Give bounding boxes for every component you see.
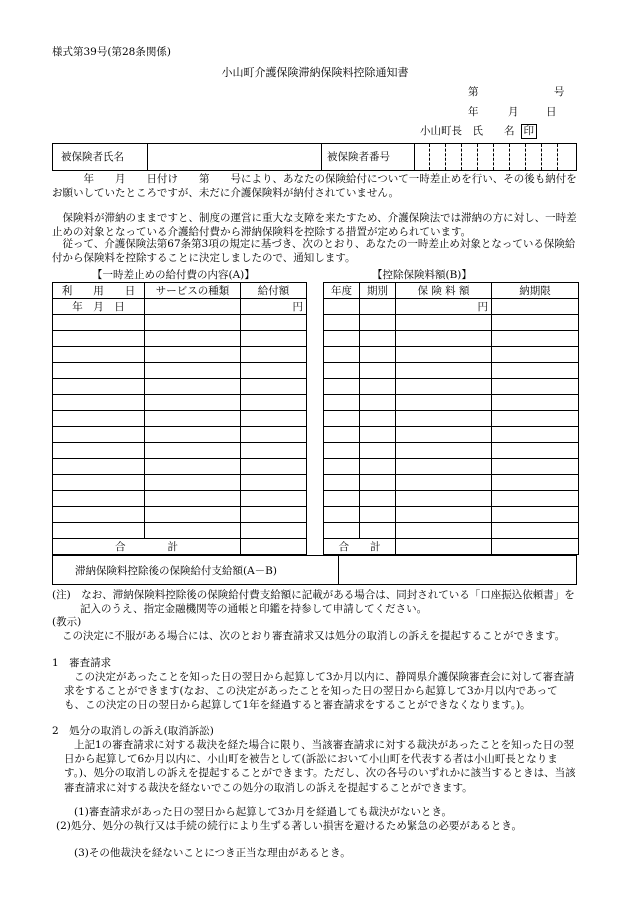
- table-cell[interactable]: [360, 379, 396, 395]
- table-cell[interactable]: [241, 427, 307, 443]
- table-cell[interactable]: [53, 331, 145, 347]
- total-amount[interactable]: [241, 539, 307, 555]
- document-number: [468, 85, 564, 99]
- table-cell[interactable]: [145, 443, 241, 459]
- table-cell[interactable]: [492, 459, 579, 475]
- net-payment-box: [52, 555, 577, 585]
- table-cell[interactable]: [324, 523, 360, 539]
- table-cell[interactable]: [360, 459, 396, 475]
- table-cell[interactable]: [324, 363, 360, 379]
- note-remark: (注) なお、滞納保険料控除後の保険給付費支給額に記載がある場合は、同封されている「口座振込依頼書」を記入のうえ、指定金融機関等の通帳と印鑑を持参して申請してください。: [52, 589, 575, 616]
- table-cell[interactable]: [145, 491, 241, 507]
- insured-name-field[interactable]: [149, 144, 321, 170]
- table-cell[interactable]: [360, 347, 396, 363]
- table-cell[interactable]: [360, 331, 396, 347]
- table-row: [324, 443, 579, 459]
- table-cell[interactable]: [53, 363, 145, 379]
- table-cell[interactable]: [145, 379, 241, 395]
- revocation-suit-text: 上記1の審査請求に対する裁決を経た場合に限り、当該審査請求に対する裁決があったことを知った日の翌日から起算して6か月以内に、小山町を被告として(訴訟において小山町を代表する者は小山町長となります。)、処分の取消しの訴えを提起することができます。ただし、次の各号のいずれかに該当するときは、当該審査請求に対する裁決を経ないでこの処分の取消しの訴えを提起することができます。: [64, 739, 576, 794]
- table-row: [324, 315, 579, 331]
- table-cell[interactable]: [241, 379, 307, 395]
- insured-name-label: 被保険者氏名: [61, 151, 124, 163]
- table-cell[interactable]: [492, 315, 579, 331]
- table-cell[interactable]: [396, 475, 492, 491]
- table-row: [324, 363, 579, 379]
- amount-unit: 円: [241, 299, 307, 315]
- table-cell[interactable]: [396, 379, 492, 395]
- table-cell[interactable]: [396, 347, 492, 363]
- table-cell[interactable]: [492, 523, 579, 539]
- total-premium[interactable]: [396, 539, 492, 555]
- table-cell[interactable]: [53, 443, 145, 459]
- table-cell[interactable]: [241, 395, 307, 411]
- total-label: 合 計: [53, 539, 241, 555]
- table-row: [324, 331, 579, 347]
- review-request-text: この決定があったことを知った日の翌日から起算して3か月以内に、静岡県介護保険審査会に対して審査請求をすることができます(なお、この決定があったことを知った日の翌日から起算して3か月以内であっても、この決定の日の翌日から起算して1年を経過すると審査請求をすることができなくなります。)。: [64, 671, 575, 712]
- table-cell[interactable]: [53, 347, 145, 363]
- table-cell[interactable]: [241, 411, 307, 427]
- table-cell[interactable]: [53, 459, 145, 475]
- seal-mark: 印: [521, 124, 538, 139]
- date-day: 日: [546, 106, 557, 118]
- col-due-date: 納期限: [492, 283, 579, 299]
- table-cell[interactable]: [145, 523, 241, 539]
- table-cell[interactable]: [145, 475, 241, 491]
- table-cell[interactable]: [324, 411, 360, 427]
- table-cell[interactable]: [492, 427, 579, 443]
- table-cell[interactable]: [492, 475, 579, 491]
- table-row: [53, 443, 307, 459]
- table-cell[interactable]: [396, 523, 492, 539]
- table-row: [324, 411, 579, 427]
- table-cell[interactable]: [241, 315, 307, 331]
- table-cell[interactable]: [324, 347, 360, 363]
- table-b-title: 【控除保険料額(B)】: [372, 269, 472, 281]
- table-cell[interactable]: [492, 299, 579, 315]
- table-cell[interactable]: [360, 363, 396, 379]
- table-cell[interactable]: [324, 315, 360, 331]
- table-cell[interactable]: [360, 443, 396, 459]
- table-row: [324, 347, 579, 363]
- number-suffix: 号: [553, 86, 565, 98]
- date-year: 年: [468, 106, 479, 118]
- table-cell[interactable]: [492, 443, 579, 459]
- net-payment-label: 滞納保険料控除後の保険給付支給額(A－B): [75, 565, 277, 577]
- table-a-title: 【一時差止めの給付費の内容(A)】: [92, 269, 255, 281]
- total-label: 合 計: [324, 539, 396, 555]
- table-cell[interactable]: [396, 507, 492, 523]
- table-cell[interactable]: [241, 523, 307, 539]
- issuer: [420, 124, 537, 139]
- table-cell[interactable]: [396, 395, 492, 411]
- col-premium-amount: 保 険 料 額: [396, 283, 492, 299]
- table-row: [53, 507, 307, 523]
- table-cell[interactable]: [145, 363, 241, 379]
- table-cell[interactable]: [492, 379, 579, 395]
- table-cell[interactable]: [145, 331, 241, 347]
- table-cell[interactable]: [145, 395, 241, 411]
- table-row: [53, 523, 307, 539]
- col-usage-date: 利 用 日: [53, 283, 145, 299]
- table-cell[interactable]: [492, 491, 579, 507]
- table-cell[interactable]: [324, 331, 360, 347]
- table-cell[interactable]: [324, 475, 360, 491]
- table-cell[interactable]: [492, 395, 579, 411]
- table-row: [324, 395, 579, 411]
- intro-paragraph: 年 月 日付け 第 号により、あなたの保険給付について一時差止めを行い、その後も納付をお願いしていたところですが、未だに介護保険料が納付されていません。: [52, 173, 577, 200]
- table-cell[interactable]: [145, 315, 241, 331]
- benefit-table: [52, 282, 307, 555]
- table-cell[interactable]: [145, 427, 241, 443]
- condition-item-1: (1)審査請求があった日の翌日から起算して3か月を経過しても裁決がないとき。: [74, 806, 453, 818]
- table-cell[interactable]: [492, 347, 579, 363]
- table-cell[interactable]: [324, 427, 360, 443]
- table-row: [324, 475, 579, 491]
- table-row: [53, 491, 307, 507]
- service-cell[interactable]: [145, 299, 241, 315]
- table-cell[interactable]: [492, 411, 579, 427]
- table-row: [53, 315, 307, 331]
- table-row: [324, 507, 579, 523]
- table-cell[interactable]: [324, 379, 360, 395]
- table-cell[interactable]: [396, 411, 492, 427]
- table-row: [53, 411, 307, 427]
- table-cell[interactable]: [324, 443, 360, 459]
- table-cell[interactable]: [396, 315, 492, 331]
- instruction-heading: (教示): [52, 616, 82, 628]
- table-cell[interactable]: [53, 507, 145, 523]
- table-row: [53, 395, 307, 411]
- table-row: [324, 491, 579, 507]
- table-cell[interactable]: [360, 395, 396, 411]
- insured-info-row: [52, 143, 577, 171]
- table-cell[interactable]: [241, 507, 307, 523]
- decision-paragraph: 従って、介護保険法第67条第3項の規定に基づき、次のとおり、あなたの一時差止め対象となっている保険給付から保険料を控除することに決定しましたので、通知します。: [52, 238, 576, 265]
- form-number: 様式第39号(第28条関係): [52, 46, 171, 58]
- table-row: [324, 523, 579, 539]
- table-cell[interactable]: [360, 315, 396, 331]
- insured-number-label: 被保険者番号: [327, 151, 390, 163]
- table-cell[interactable]: [324, 299, 360, 315]
- table-row: [53, 331, 307, 347]
- table-cell[interactable]: [324, 507, 360, 523]
- review-request-heading: 1 審査請求: [52, 657, 112, 669]
- policy-paragraph: 保険料が滞納のままですと、制度の運営に重大な支障を来たすため、介護保険法では滞納の方に対し、一時差止めの対象となっている介護給付費から滞納保険料を控除する措置が定められています。: [52, 212, 577, 239]
- total-row: [324, 539, 579, 555]
- table-row: [53, 427, 307, 443]
- deduction-table: [323, 282, 579, 555]
- col-benefit-amount: 給付額: [241, 283, 307, 299]
- total-row: [53, 539, 307, 555]
- condition-item-2: (2)処分、処分の執行又は手続の続行により生ずる著しい損害を避けるため緊急の必要があるとき。: [56, 820, 522, 832]
- table-cell[interactable]: [53, 427, 145, 443]
- table-cell[interactable]: [53, 523, 145, 539]
- table-cell[interactable]: [241, 363, 307, 379]
- table-cell[interactable]: [360, 507, 396, 523]
- table-row: [53, 363, 307, 379]
- table-cell[interactable]: [53, 395, 145, 411]
- condition-item-3: (3)その他裁決を経ないことにつき正当な理由があるとき。: [74, 847, 351, 859]
- table-row: [53, 299, 307, 315]
- table-cell[interactable]: [241, 475, 307, 491]
- table-cell[interactable]: [241, 491, 307, 507]
- table-cell[interactable]: [492, 363, 579, 379]
- table-row: [324, 299, 579, 315]
- table-cell[interactable]: [324, 395, 360, 411]
- table-row: [324, 379, 579, 395]
- table-cell[interactable]: [145, 459, 241, 475]
- number-prefix: 第: [468, 86, 479, 98]
- table-cell[interactable]: [241, 331, 307, 347]
- table-cell[interactable]: [145, 411, 241, 427]
- document-title: 小山町介護保険滞納保険料控除通知書: [221, 66, 409, 79]
- col-fiscal-year: 年度: [324, 283, 360, 299]
- table-cell[interactable]: [145, 507, 241, 523]
- table-cell[interactable]: [53, 315, 145, 331]
- table-cell[interactable]: [360, 299, 396, 315]
- table-cell[interactable]: [145, 347, 241, 363]
- table-cell[interactable]: [360, 491, 396, 507]
- instruction-intro: この決定に不服がある場合には、次のとおり審査請求又は処分の取消しの訴えを提起することができます。: [62, 630, 566, 642]
- premium-unit: 円: [396, 299, 492, 315]
- table-cell[interactable]: [53, 411, 145, 427]
- table-cell[interactable]: [360, 427, 396, 443]
- table-cell[interactable]: [324, 459, 360, 475]
- table-cell[interactable]: [396, 491, 492, 507]
- table-cell[interactable]: [360, 475, 396, 491]
- table-row: [53, 475, 307, 491]
- table-row: [324, 427, 579, 443]
- table-cell[interactable]: [492, 507, 579, 523]
- table-cell[interactable]: [53, 491, 145, 507]
- table-cell[interactable]: [396, 427, 492, 443]
- table-row: [53, 347, 307, 363]
- table-cell[interactable]: [396, 443, 492, 459]
- table-cell[interactable]: [396, 363, 492, 379]
- table-cell[interactable]: [241, 459, 307, 475]
- table-cell[interactable]: [241, 443, 307, 459]
- document-date: [468, 105, 557, 119]
- table-cell[interactable]: [360, 523, 396, 539]
- table-cell[interactable]: [241, 347, 307, 363]
- table-cell[interactable]: [396, 459, 492, 475]
- table-cell[interactable]: [492, 539, 579, 555]
- date-month: 月: [508, 106, 519, 118]
- issuer-name: 小山町長 氏 名: [420, 125, 515, 137]
- table-cell[interactable]: [492, 331, 579, 347]
- table-cell[interactable]: [396, 331, 492, 347]
- table-cell[interactable]: [53, 475, 145, 491]
- revocation-suit-heading: 2 処分の取消しの訴え(取消訴訟): [52, 725, 214, 737]
- table-row: [53, 459, 307, 475]
- table-row: [324, 459, 579, 475]
- col-period: 期別: [360, 283, 396, 299]
- table-cell[interactable]: [53, 379, 145, 395]
- table-cell[interactable]: [324, 491, 360, 507]
- date-placeholder: 年 月 日: [53, 299, 145, 315]
- table-cell[interactable]: [360, 411, 396, 427]
- table-row: [53, 379, 307, 395]
- col-service-type: サービスの種類: [145, 283, 241, 299]
